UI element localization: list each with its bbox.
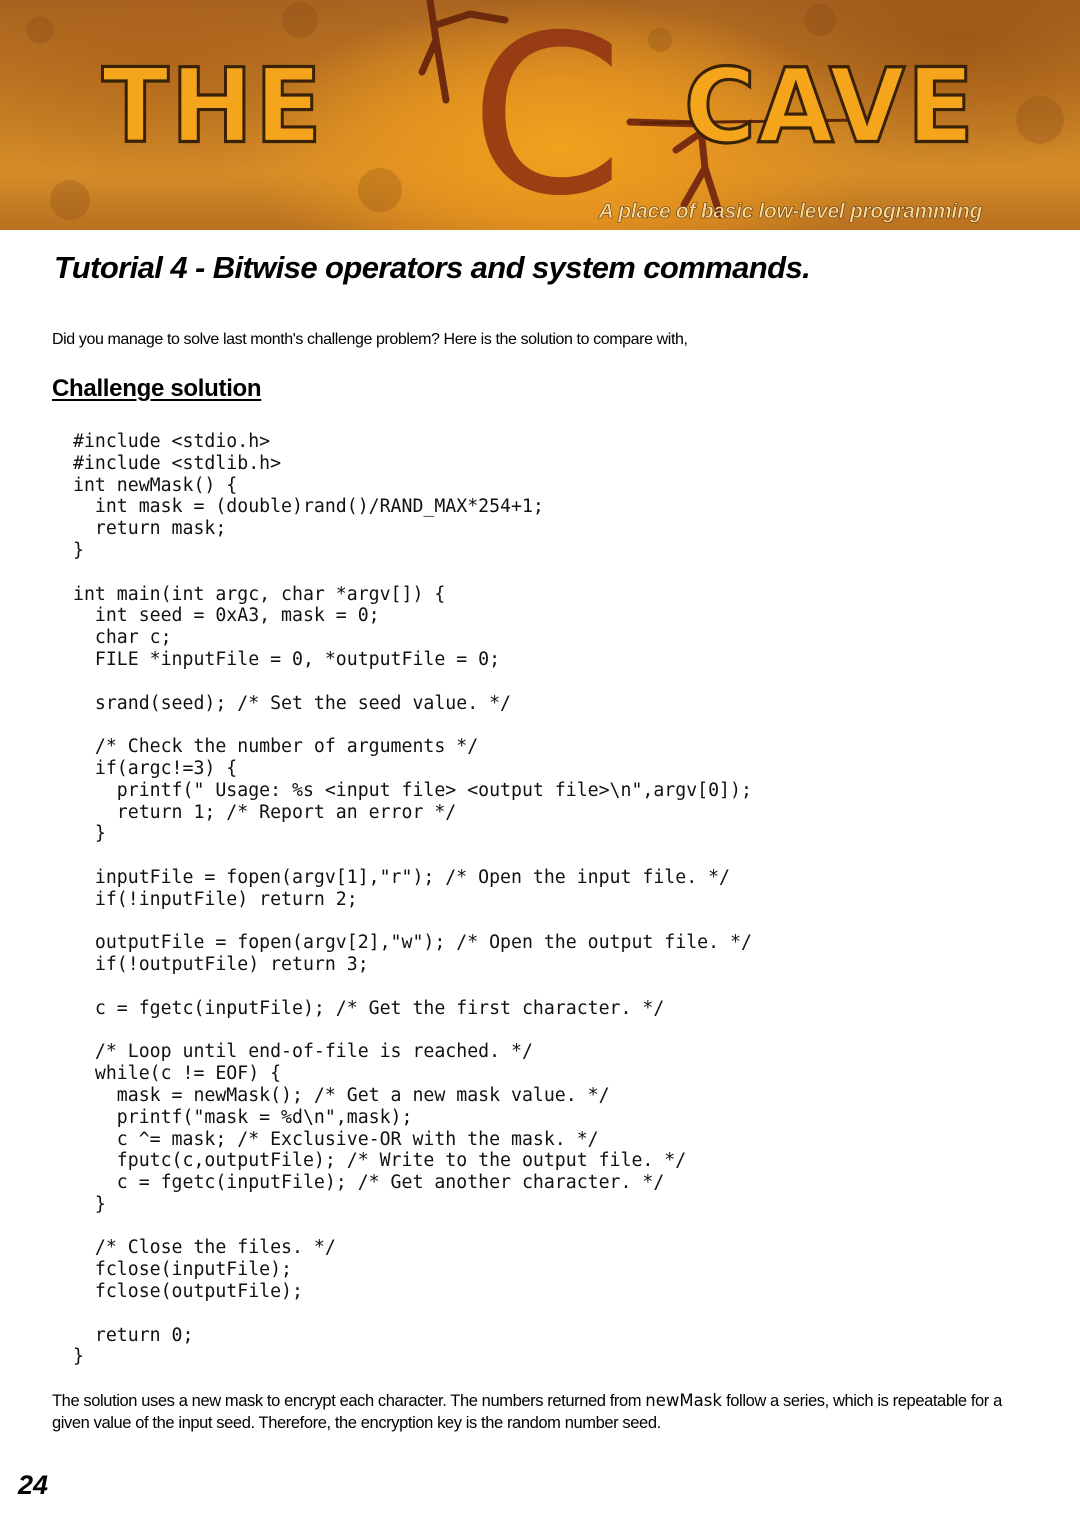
- code-line: int main(int argc, char *argv[]) {: [73, 583, 446, 605]
- code-line: }: [73, 539, 84, 561]
- code-line: /* Check the number of arguments */: [73, 736, 479, 758]
- closing-text-start: The solution uses a new mask to encrypt each character. The numbers returned from: [52, 1392, 646, 1410]
- code-line: fputc(c,outputFile); /* Write to the output file. */: [73, 1150, 687, 1172]
- code-line: }: [73, 823, 106, 845]
- code-line: #include <stdlib.h>: [73, 452, 282, 474]
- code-line: printf("mask = %d\n",mask);: [73, 1106, 413, 1128]
- article-title: Tutorial 4 - Bitwise operators and system commands.: [54, 250, 811, 285]
- code-line: #include <stdio.h>: [73, 431, 271, 452]
- banner-letter-c: C: [470, 0, 624, 230]
- code-line: if(argc!=3) {: [73, 757, 238, 779]
- code-line: printf(" Usage: %s <input file> <output file>\n",argv[0]);: [73, 779, 752, 801]
- code-line: c = fgetc(inputFile); /* Get the first character. */: [73, 997, 665, 1019]
- code-line: fclose(inputFile);: [73, 1259, 292, 1281]
- code-line: int seed = 0xA3, mask = 0;: [73, 605, 380, 627]
- closing-text-end: follow a series, which is repeatable for a given value of the input seed. Therefore, the encryption key is the random number seed.: [52, 1392, 1002, 1432]
- banner-word-cave: CAVE: [684, 47, 976, 167]
- page-number: 24: [18, 1470, 49, 1500]
- code-line: fclose(outputFile);: [73, 1281, 303, 1303]
- code-line: while(c != EOF) {: [73, 1063, 282, 1085]
- banner-tagline: A place of basic low-level programming: [598, 200, 982, 223]
- banner-word-the: THE: [102, 47, 324, 167]
- code-line: srand(seed); /* Set the seed value. */: [73, 692, 511, 714]
- code-line: c ^= mask; /* Exclusive-OR with the mask. */: [73, 1128, 599, 1150]
- code-line: int mask = (double)rand()/RAND_MAX*254+1;: [73, 496, 544, 518]
- code-line: return mask;: [73, 518, 227, 540]
- code-line: char c;: [73, 627, 172, 649]
- code-line: mask = newMask(); /* Get a new mask value. */: [73, 1084, 610, 1106]
- code-line: }: [73, 1193, 106, 1215]
- code-line: return 0;: [73, 1324, 194, 1346]
- code-line: /* Close the files. */: [73, 1237, 336, 1259]
- section-heading-challenge-solution: Challenge solution: [52, 375, 262, 402]
- code-line: outputFile = fopen(argv[2],"w"); /* Open the output file. */: [73, 932, 752, 954]
- code-line: c = fgetc(inputFile); /* Get another character. */: [73, 1172, 665, 1194]
- code-line: if(!outputFile) return 3;: [73, 954, 369, 976]
- code-line: inputFile = fopen(argv[1],"r"); /* Open the input file. */: [73, 866, 730, 888]
- code-line: return 1; /* Report an error */: [73, 801, 457, 823]
- closing-paragraph: [52, 1390, 1012, 1434]
- code-line: FILE *inputFile = 0, *outputFile = 0;: [73, 648, 501, 670]
- intro-paragraph: Did you manage to solve last month's challenge problem? Here is the solution to compare with,: [52, 331, 688, 348]
- code-line: int newMask() {: [73, 474, 238, 496]
- code-line: if(!inputFile) return 2;: [73, 888, 358, 910]
- code-listing: [73, 431, 752, 1368]
- inline-code-newmask: newMask: [645, 1391, 722, 1410]
- code-line: /* Loop until end-of-file is reached. */: [73, 1041, 533, 1063]
- code-line: }: [73, 1346, 84, 1368]
- header-banner: [0, 0, 1080, 230]
